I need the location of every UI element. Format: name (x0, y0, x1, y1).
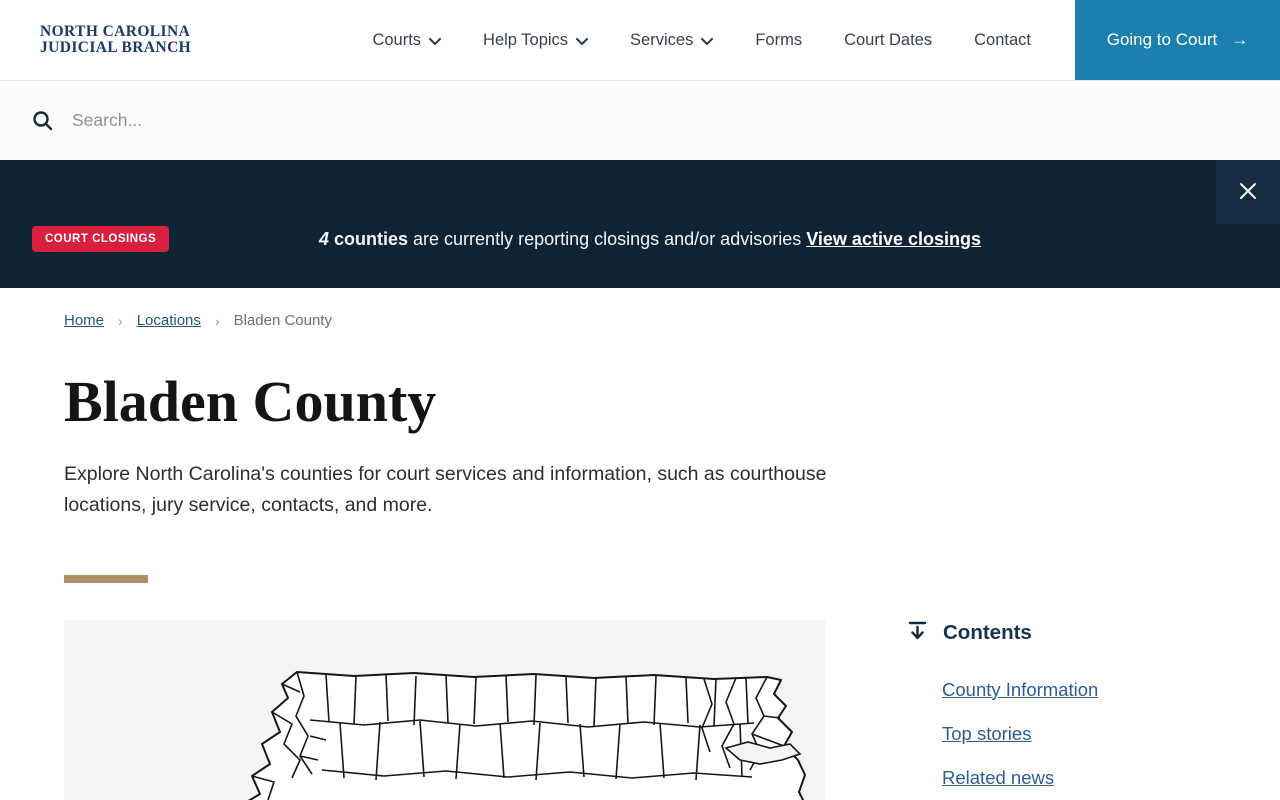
main-nav (372, 0, 1075, 80)
search-bar (0, 80, 1280, 160)
contents-link-top-stories[interactable]: Top stories (942, 722, 1032, 744)
contents-title: Contents (943, 620, 1032, 644)
breadcrumb-current: Bladen County (233, 312, 332, 329)
contents-links (907, 678, 1137, 789)
closings-message-text: are currently reporting closings and/or advisories (408, 228, 807, 249)
nav-services-label: Services (630, 30, 694, 49)
nav-contact-label: Contact (974, 30, 1031, 49)
breadcrumb-home[interactable]: Home (64, 312, 105, 329)
nav-contact[interactable] (974, 31, 1031, 50)
page-content (0, 288, 1280, 800)
nc-county-map-image (64, 620, 825, 800)
banner-message (0, 229, 1280, 250)
going-to-court-button[interactable] (1075, 0, 1280, 80)
logo-line2: JUDICIAL BRANCH (40, 39, 192, 56)
chevron-down-icon (576, 32, 588, 51)
page-intro: Explore North Carolina's counties for court services and information, such as courthouse locations, jury service, contacts, and more. (64, 463, 827, 516)
contents-aside (907, 620, 1137, 800)
nav-court-dates[interactable] (844, 31, 932, 50)
closings-bold-word: counties (329, 228, 409, 249)
list-item (942, 766, 1137, 789)
nav-forms-label: Forms (755, 30, 803, 49)
breadcrumb-locations[interactable]: Locations (136, 312, 201, 329)
court-closings-badge: COURT CLOSINGS (32, 226, 169, 252)
nav-help-topics[interactable] (483, 30, 588, 51)
nav-help-topics-label: Help Topics (483, 30, 569, 49)
breadcrumb (64, 288, 1280, 329)
nav-court-dates-label: Court Dates (844, 30, 933, 49)
chevron-down-icon (701, 32, 713, 51)
breadcrumb-separator-icon: › (118, 312, 123, 329)
contents-link-county-information[interactable]: County Information (942, 678, 1099, 700)
nav-services[interactable] (630, 30, 713, 51)
breadcrumb-separator-icon: › (214, 312, 220, 329)
closings-count: 4 (319, 228, 330, 249)
accent-divider (64, 575, 148, 583)
page-title: Bladen County (64, 369, 437, 434)
search-input[interactable] (72, 110, 972, 131)
banner-close-button[interactable] (1216, 160, 1280, 224)
nav-courts-label: Courts (372, 30, 422, 49)
list-item (942, 722, 1137, 745)
list-item (942, 678, 1137, 701)
arrow-right-icon: → (1231, 30, 1249, 49)
nav-forms[interactable] (755, 31, 802, 50)
county-map-card (64, 620, 825, 800)
nav-courts[interactable] (372, 30, 441, 51)
view-active-closings-link[interactable]: View active closings (806, 228, 981, 249)
going-to-court-label: Going to Court (1106, 30, 1218, 49)
logo-line1: NORTH CAROLINA (40, 22, 191, 40)
search-icon[interactable] (32, 110, 54, 132)
close-icon (1238, 181, 1258, 204)
main-row (64, 620, 1280, 800)
site-header (0, 0, 1280, 80)
chevron-down-icon (429, 32, 441, 51)
jump-to-section-icon (907, 620, 928, 646)
contents-link-related-news[interactable]: Related news (942, 766, 1055, 788)
court-closings-banner (0, 160, 1280, 288)
site-logo[interactable] (0, 0, 191, 80)
